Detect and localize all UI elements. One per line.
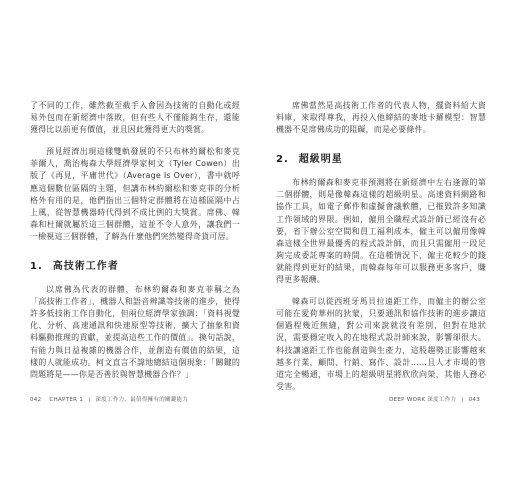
right-paragraph-3: 韓森可以從西班牙馬貝拉遠距工作，而僱主的辦公室可能在愛荷華州的狄蒙，只要通訊和協作技術的進步讓這個過程幾近無縫，對公司來說就沒有差別，但對在地狀況，需要穩定收入的在地程式設計師來說，影響卻很大。科技讓遠距工作也能創造與生產力，這股趨勢正影響越來越多行業，顧問、行銷、寫作、設計……且人才市場的管道完全暢通，市場上的超級明星將欣欣向榮，其他人務必受害。: [276, 297, 486, 391]
left-paragraph-2: 預見經濟出現這樣雙軌發展的不只布林約爾松和麥克菲爾人，喬治梅森大學經濟學家柯文（Tyler Cowen）出版了《再見，平庸世代》（Average Is Over），書中就呼應這個數位區隔的主題，但講布林約爾松和麥克菲的分析格外有用的是，他們指出三個特定群體將在這種區隔中占上風，從智慧機器時代得到不成比例的大獎賞。席佛、韓森和杜爾就屬於這三個群體，這並不令人意外，讓我們一一檢視這三個群體，了解為什麼他們突然變得奇貨可居。: [30, 147, 240, 241]
section-heading-2: [276, 150, 486, 165]
section-title: 超級明星: [298, 154, 343, 166]
left-page: [30, 100, 240, 391]
chapter-title: 深度工作力，最值得擁有的關鍵能力: [95, 397, 189, 403]
left-paragraph-3: 以席佛為代表的群體，布林約爾森和麥克菲稱之為「高技術工作者」，機器人和語音辨識等技術的進步，使得許多低技術工作自動化，但兩位經濟學家強調：「資料視覺化、分析、高速通訊和快速原型等技術，擴大了抽象和資料驅動推理的貢獻，並提高這些工作的價值」。換句話說，有能力與日益複雜的機器合作，並創造有價值的結果，這樣的人就能成功。柯文直言不諱地總結這個現象：「關鍵的問題將是——你是否善於與智慧機器合作？」: [30, 285, 240, 379]
page-number: 042: [30, 397, 42, 403]
page-number: 043: [468, 397, 480, 403]
left-paragraph-1: 了不同的工作，雖然截至截手入會因為技術的自動化或經易外包而在新經濟中落敗，但有些人不僅能夠生存，還能獲得比以前更有價值，並且因此獲得更大的獎賞。: [30, 101, 240, 135]
chapter-label: CHAPTER 1: [49, 397, 84, 403]
left-footer: 042 CHAPTER 1 | 深度工作力，最值得擁有的關鍵能力: [30, 397, 189, 403]
book-brand: DEEP WORK: [389, 397, 426, 403]
right-paragraph-2: 布林約爾森和麥克菲預測將在新經濟中左右逢源的第二個群體，則是像韓森這樣的超級明星。高速資料網路和協作工具，如電子郵件和虛擬會議軟體，已摧毀許多知識工作領域的界限。例如，僱用全職程式設計師已經沒有必要，省下辦公室空間和員工福利成本，僱主可以僱用像韓森這樣全世界最優秀的程式設計師，而且只需僱用一段足夠完成委託專案的時間。在這種情況下，僱主花較少的錢就能得到更好的結果，而韓森每年可以服務更多客戶，賺得更多報酬。: [276, 178, 486, 285]
section-number: 2.: [276, 154, 289, 166]
book-title: 深度工作力: [427, 397, 457, 403]
right-paragraph-1: 席佛當然是高技術工作者的代表人物，擺資料給大資料庫，來取得尊我，再投入他締結的麥地卡羅模型：智慧機器不是席佛成功的阻礙，而是必要條件。: [276, 101, 486, 135]
section-number: 1.: [30, 261, 43, 273]
section-heading-1: [30, 257, 240, 272]
section-title: 高技術工作者: [52, 261, 119, 273]
right-page: [276, 100, 486, 403]
right-footer: DEEP WORK 深度工作力 | 043: [389, 397, 480, 403]
